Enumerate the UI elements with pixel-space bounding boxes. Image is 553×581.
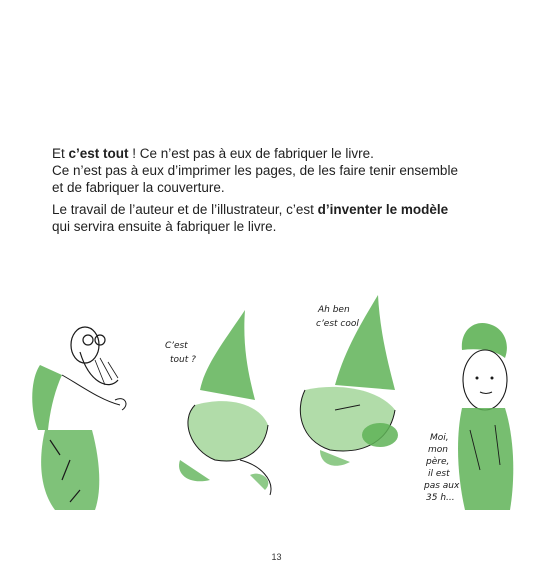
bubble-ctout-2: tout ?: [170, 355, 196, 365]
paragraph-2: [52, 201, 507, 235]
p2-part1: Le travail de l’auteur et de l’illustrateur, c’est: [52, 202, 318, 217]
page-number: 13: [271, 552, 282, 562]
p1-line3: et de fabriquer la couverture.: [52, 180, 225, 195]
illustration: [0, 290, 553, 535]
bubble-ahben-2: c’est cool: [316, 319, 359, 329]
p1-bold: c’est tout: [68, 146, 129, 161]
bubble-moi-4: il est: [428, 469, 450, 479]
bubble-moi-1: Moi,: [430, 433, 449, 443]
boy-figure: [423, 323, 513, 510]
bubble-moi-6: 35 h...: [426, 493, 455, 503]
p2-line2: qui servira ensuite à fabriquer le livre.: [52, 219, 277, 234]
paragraph-1: [52, 145, 507, 196]
author-figure: [32, 327, 126, 510]
bubble-moi-3: père,: [426, 457, 450, 467]
p1-part2: ! Ce n’est pas à eux de fabriquer le livre.: [128, 146, 374, 161]
p1-line2: Ce n’est pas à eux d’imprimer les pages, de les faire tenir ensemble: [52, 163, 458, 178]
bubble-ahben-1: Ah ben: [318, 305, 350, 315]
bubble-moi-5: pas aux: [424, 481, 460, 491]
p2-bold: d’inventer le modèle: [317, 202, 449, 217]
gnome-figure-right: [300, 295, 398, 466]
bubble-moi-2: mon: [428, 445, 448, 455]
bubble-ctout-1: C’est: [165, 341, 188, 351]
body-text: [52, 145, 507, 240]
gnome-figure-left: [165, 310, 271, 495]
p1-part1: Et: [52, 146, 69, 161]
